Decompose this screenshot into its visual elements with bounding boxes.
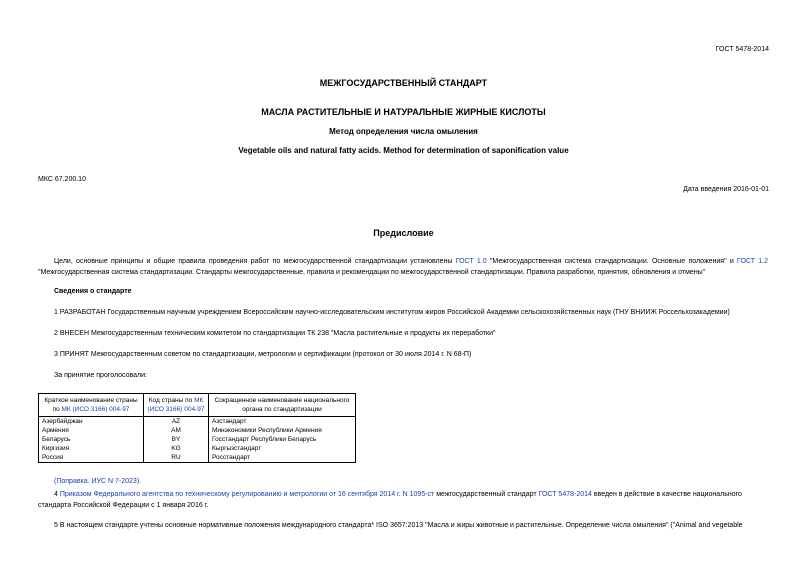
country-cell: Беларусь [39, 435, 144, 444]
body-cell: Росстандарт [209, 453, 356, 463]
item-3-adopted: 3 ПРИНЯТ Межгосударственным советом по стандартизации, метрологии и сертификации (протокол от 30 июля 2014 г. N 68-П) [54, 351, 472, 358]
paragraph-text: межгосударственный стандарт [434, 491, 539, 498]
code-cell: RU [144, 453, 209, 463]
col-country-header [39, 394, 144, 417]
table-row [39, 453, 356, 463]
item-2-submitted: 2 ВНЕСЕН Межгосударственным техническим комитетом по стандартизации ТК 238 "Масла растительные и продукты их переработки" [54, 330, 496, 337]
table-row [39, 426, 356, 435]
gost-5478-2014-link[interactable]: ГОСТ 5478-2014 [538, 491, 592, 498]
country-cell: Армения [39, 426, 144, 435]
rosstandart-order-link[interactable]: Приказом Федерального агентства по техническому регулированию и метрологии от 16 сентября 2014 г. N 1095-ст [59, 491, 435, 498]
body-cell: Кыргызстандарт [209, 444, 356, 453]
country-cell: Киргизия [39, 444, 144, 453]
col-code-header [144, 394, 209, 417]
header-text: Краткое наименование страны [44, 397, 138, 404]
document-code: ГОСТ 5478-2014 [715, 46, 769, 53]
method-title: Метод определения числа омыления [329, 127, 478, 136]
header-text: по [52, 406, 62, 413]
header-text: органа по стандартизации [242, 406, 322, 413]
item-1-developed: 1 РАЗРАБОТАН Государственным научным учреждением Всероссийским научно-исследовательским институтом жиров Российской Академии сельскохозяйственных наук (ГНУ ВНИИЖ Россельхозакадемии) [54, 309, 730, 316]
voted-label: За принятие проголосовали: [54, 372, 147, 379]
country-cell: Азербайджан [39, 417, 144, 427]
mk-iso-3166-link[interactable]: МК (ИСО 3166) 004-97 [61, 406, 130, 413]
table-row [39, 435, 356, 444]
body-cell: Азстандарт [209, 417, 356, 427]
english-title: Vegetable oils and natural fatty acids. Method for determination of saponification value [238, 146, 569, 155]
table-row [39, 417, 356, 427]
standard-info-heading: Сведения о стандарте [54, 288, 132, 295]
iso-3166-link[interactable]: (ИСО 3166) 004-97 [147, 406, 205, 413]
code-cell: AZ [144, 417, 209, 427]
standard-title: МАСЛА РАСТИТЕЛЬНЫЕ И НАТУРАЛЬНЫЕ ЖИРНЫЕ КИСЛОТЫ [261, 107, 546, 117]
standard-kind-heading: МЕЖГОСУДАРСТВЕННЫЙ СТАНДАРТ [319, 78, 488, 88]
code-cell: BY [144, 435, 209, 444]
paragraph-text: "Межгосударственная система стандартизации. Стандарты межгосударственные, правила и рекомендации по межгосударственной стандартизации. Правила разработки, принятия, обновления и отмены" [38, 269, 706, 276]
gost-1-2-link[interactable]: ГОСТ 1.2 [737, 258, 768, 265]
body-cell: Госстандарт Республики Беларусь [209, 435, 356, 444]
item-4-enacted [38, 489, 768, 511]
paragraph-text: Цели, основные принципы и общие правила проведения работ по межгосударственной стандартизации установлены [54, 258, 456, 265]
foreword-heading: Предисловие [373, 228, 434, 238]
amendment-link[interactable]: (Поправка. ИУС N 7-2023). [54, 478, 142, 485]
gost-1-0-link[interactable]: ГОСТ 1.0 [455, 258, 487, 265]
paragraph-text: 4 [54, 491, 60, 498]
col-body-header [209, 394, 356, 417]
mks-code: МКС 67.200.10 [38, 176, 86, 183]
intro-date: Дата введения 2016-01-01 [683, 186, 769, 193]
mk-link[interactable]: МК [194, 397, 204, 404]
paragraph-text: "Межгосударственная система стандартизации. Основные положения" и [486, 258, 738, 265]
code-cell: AM [144, 426, 209, 435]
item-5-iso-reference: 5 В настоящем стандарте учтены основные нормативные положения международного стандарта* ISO 3657:2013 "Масла и жиры животные и растительные. Определение числа омыления" ("Animal and vegetable [54, 522, 743, 529]
table-row [39, 444, 356, 453]
header-text: Код страны по [148, 397, 195, 404]
foreword-paragraph [38, 256, 768, 278]
voting-countries-table [38, 393, 356, 463]
table-header-row [39, 394, 356, 417]
body-cell: Минэкономики Республики Армения [209, 426, 356, 435]
paragraph-text: введен в действие в качестве национального стандарта Российской Федерации с 1 января 2016 г. [38, 491, 742, 509]
header-text: Сокращенное наименование национального [214, 397, 350, 404]
country-cell: Россия [39, 453, 144, 463]
code-cell: KG [144, 444, 209, 453]
